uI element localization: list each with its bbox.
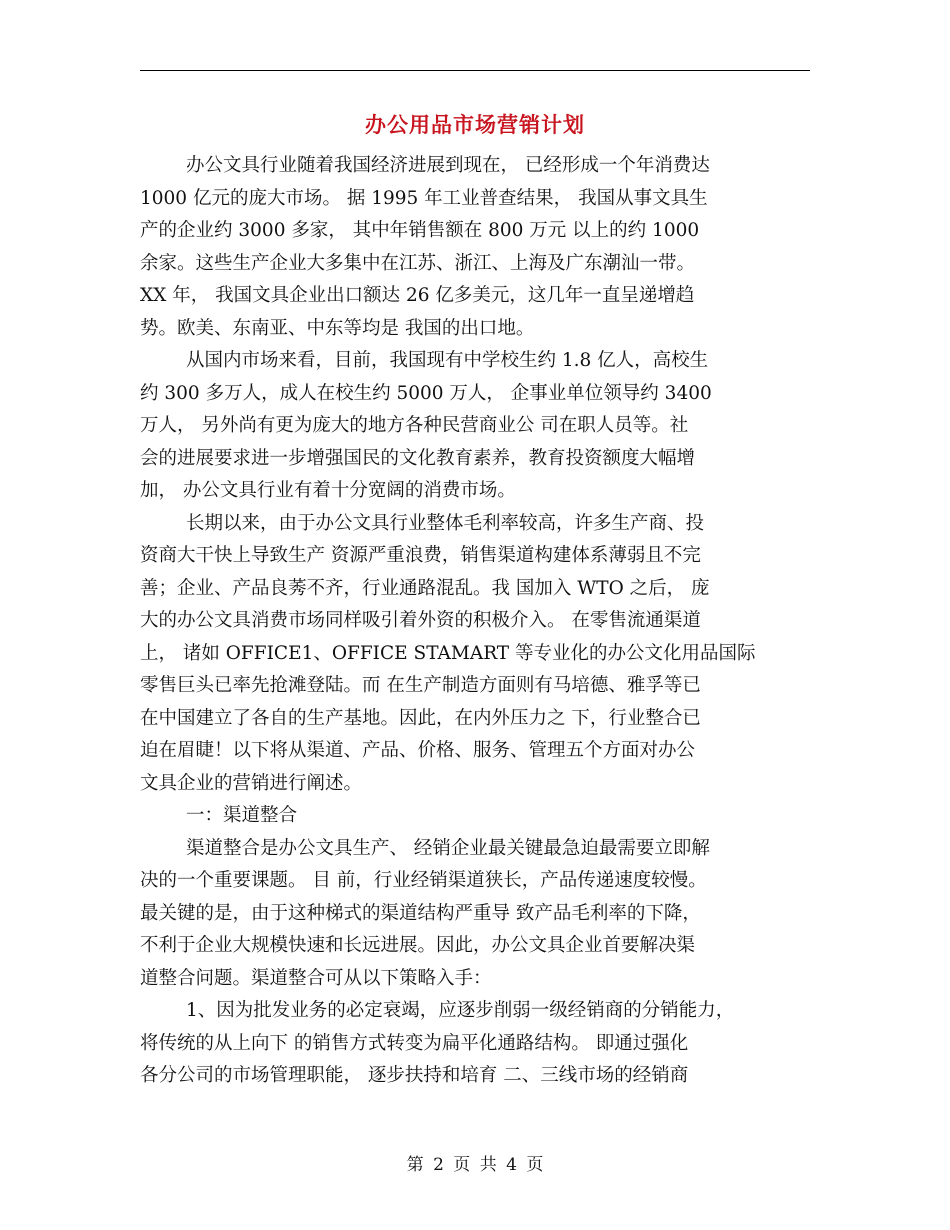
text-line: XX 年， 我国文具企业出口额达 26 亿多美元，这几年一直呈递增趋 [140,285,695,306]
text-line: 善；企业、产品良莠不齐，行业通路混乱。我 国加入 WTO 之后， 庞 [140,577,710,599]
text-line: 加， 办公文具行业有着十分宽阔的消费市场。 [140,480,516,501]
text-line: 从国内市场来看，目前，我国现有中学校生约 1.8 亿人，高校生 [186,350,709,371]
text-line: 大的办公文具消费市场同样吸引着外资的积极介入。 在零售流通渠道 [140,610,701,631]
text-line: 资商大干快上导致生产 资源严重浪费，销售渠道构建体系薄弱且不完 [140,545,701,566]
text-line: 不利于企业大规模快速和长远进展。因此，办公文具企业首要解决渠 [140,935,696,956]
text-line: 最关键的是，由于这种梯式的渠道结构严重导 致产品毛利率的下降， [140,902,701,924]
text-line: 文具企业的营销进行阐述。 [140,772,363,794]
header-rule [140,70,810,71]
section-heading: 一：渠道整合 [186,805,298,826]
document-body [140,150,812,1093]
text-line: 上， 诸如 OFFICE1、OFFICE STAMART 等专业化的办公文化用品国际 [140,642,756,664]
text-line: 1、因为批发业务的必定衰竭，应逐步削弱一级经销商的分销能力， [186,1000,735,1021]
text-line: 势。欧美、东南亚、中东等均是 我国的出口地。 [140,317,535,339]
text-line: 长期以来，由于办公文具行业整体毛利率较高，许多生产商、投 [186,512,705,534]
text-line: 各分公司的市场管理职能， 逐步扶持和培育 二、三线市场的经销商 [140,1065,689,1086]
text-line: 决的一个重要课题。 目 前，行业经销渠道狭长，产品传递速度较慢。 [140,870,707,891]
text-line: 约 300 多万人，成人在校生约 5000 万人， 企事业单位领导约 3400 [140,382,712,404]
text-line: 迫在眉睫！以下将从渠道、产品、价格、服务、管理五个方面对办公 [140,740,696,761]
text-line: 渠道整合是办公文具生产、 经销企业最关键最急迫最需要立即解 [186,837,710,859]
text-line: 办公文具行业随着我国经济进展到现在， 已经形成一个年消费达 [186,155,710,176]
text-line: 在中国建立了各自的生产基地。因此，在内外压力之 下，行业整合已 [140,707,701,729]
text-line: 会的进展要求进一步增强国民的文化教育素养，教育投资额度大幅增 [140,447,696,469]
text-line: 将传统的从上向下 的销售方式转变为扁平化通路结构。 即通过强化 [140,1032,689,1054]
text-line: 零售巨头已率先抢滩登陆。而 在生产制造方面则有马培德、雅孚等已 [140,675,701,696]
text-line: 余家。这些生产企业大多集中在江苏、浙江、上海及广东潮汕一带。 [140,252,696,274]
document-title: 办公用品市场营销计划 [365,112,585,137]
text-line: 产的企业约 3000 多家， 其中年销售额在 800 万元 以上的约 1000 [140,220,700,241]
text-line: 道整合问题。渠道整合可从以下策略入手： [140,967,492,989]
text-line: 万人， 另外尚有更为庞大的地方各种民营商业公 司在职人员等。社 [140,415,689,436]
text-line: 1000 亿元的庞大市场。 据 1995 年工业普查结果， 我国从事文具生 [140,187,708,209]
page-number-footer: 第 2 页 共 4 页 [406,1155,544,1175]
